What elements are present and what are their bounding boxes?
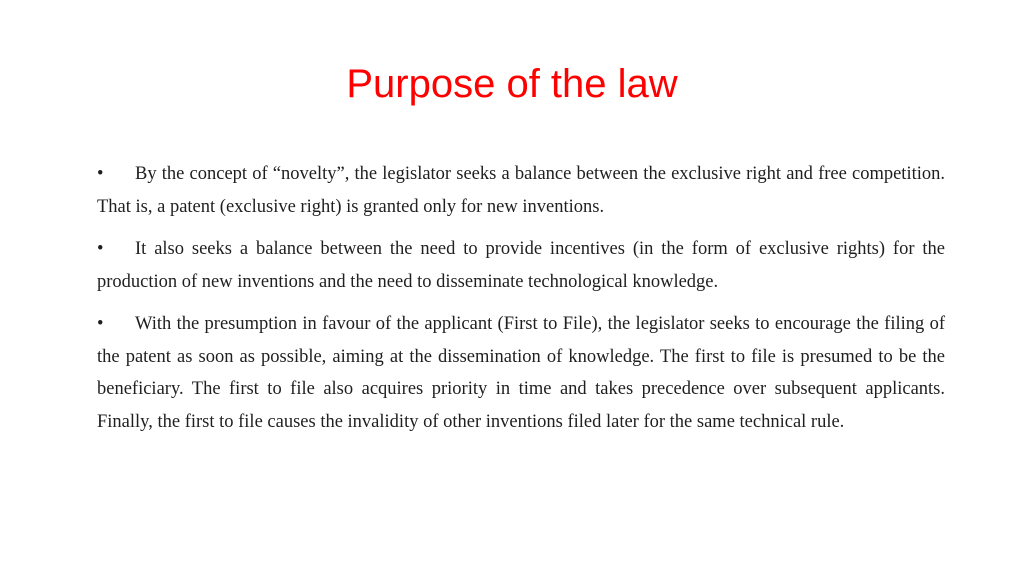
bullet-icon: • — [97, 239, 104, 259]
bullet-text: It also seeks a balance between the need to provide incentives (in the form of exclusive rights) for the production of new inventions and the need to disseminate technological knowledge. — [97, 239, 945, 292]
slide-title: Purpose of the law — [346, 62, 678, 106]
bullet-item-novelty — [97, 158, 945, 223]
bullet-item-first-to-file — [97, 308, 945, 438]
bullet-text: By the concept of “novelty”, the legislator seeks a balance between the exclusive right and free competition. That is, a patent (exclusive right) is granted only for new inventions. — [97, 164, 945, 217]
bullet-list — [97, 158, 945, 448]
bullet-icon: • — [97, 314, 104, 334]
bullet-icon: • — [97, 164, 104, 184]
bullet-item-incentives — [97, 233, 945, 298]
bullet-text: With the presumption in favour of the applicant (First to File), the legislator seeks to encourage the filing of the patent as soon as possible, aiming at the dissemination of knowledge. The first to file is presumed to be the beneficiary. The first to file also acquires priority in time and takes precedence over subsequent applicants. Finally, the first to file causes the invalidity of other inventions filed later for the same technical rule. — [97, 314, 945, 432]
